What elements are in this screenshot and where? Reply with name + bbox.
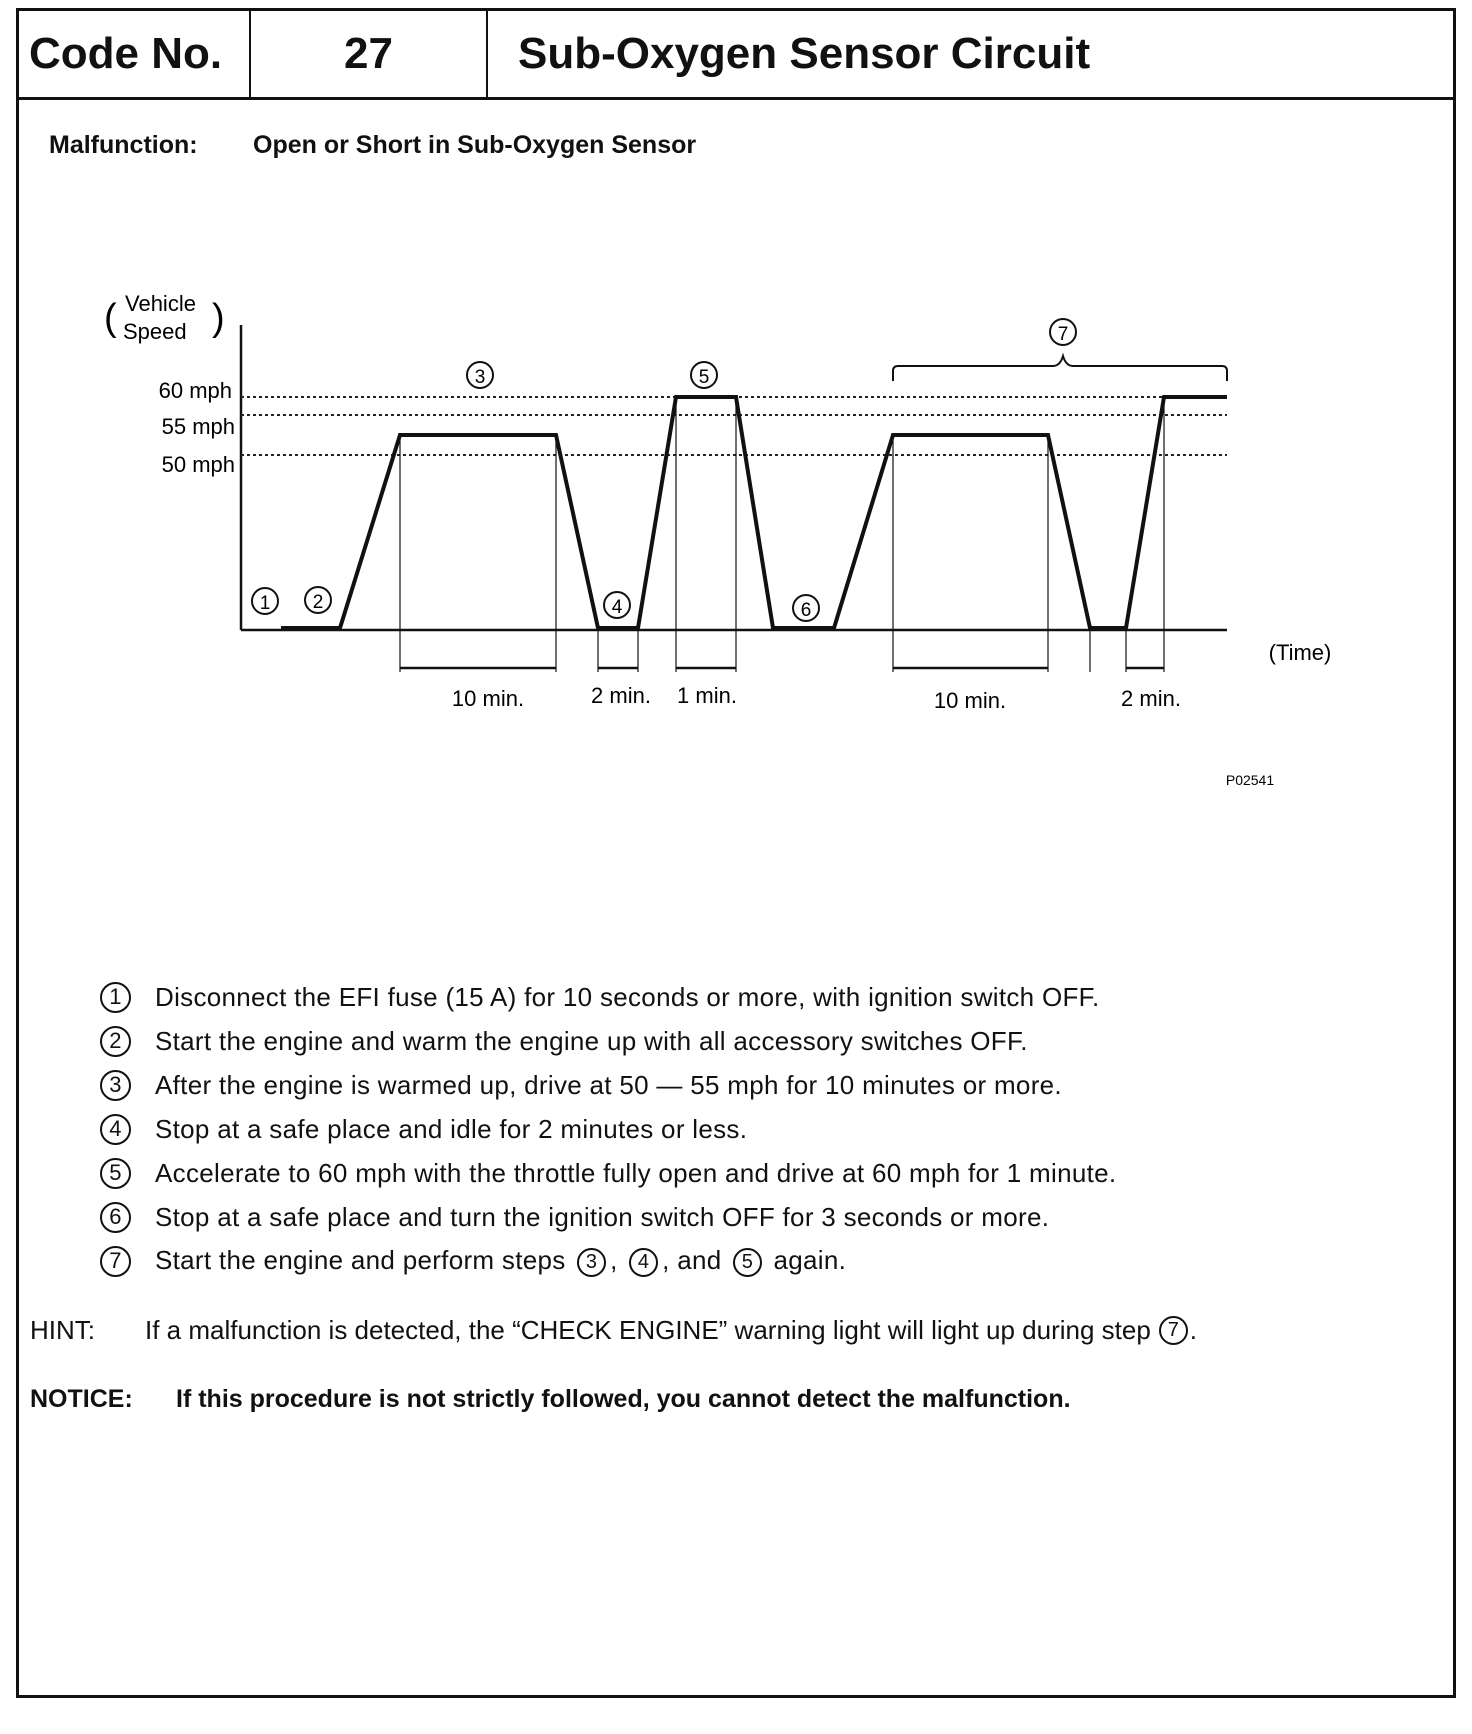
step-number: 7 [100, 1246, 131, 1277]
list-item [100, 1019, 1116, 1063]
step-marker-7-label: 7 [1057, 324, 1069, 345]
step7-suffix: again. [773, 1245, 847, 1276]
y-label-line2: Speed [123, 319, 187, 344]
code-label: Code No. [19, 11, 251, 97]
page-title: Sub-Oxygen Sensor Circuit [518, 29, 1091, 78]
duration-label-10min: 10 min. [451, 686, 525, 711]
figure-id: P02541 [1225, 772, 1275, 788]
y-label-paren-right: ) [212, 297, 225, 339]
step-text: Stop at a safe place and idle for 2 minutes or less. [155, 1113, 748, 1144]
step-marker-5-label: 5 [698, 367, 710, 388]
list-item [100, 1195, 1116, 1239]
speed-profile-line [281, 397, 1227, 628]
y-tick-55: 55 mph [161, 414, 235, 439]
procedure-steps [100, 975, 1116, 1283]
notice-label: NOTICE: [30, 1385, 133, 1413]
malfunction-text: Open or Short in Sub-Oxygen Sensor [253, 131, 697, 159]
list-item [100, 975, 1116, 1019]
step-ref: 5 [733, 1248, 762, 1277]
notice-line [30, 1385, 1071, 1414]
step-marker-1-label: 1 [259, 593, 271, 614]
duration-label-2min: 2 min. [591, 683, 651, 708]
hint-step-ref: 7 [1159, 1316, 1188, 1345]
y-tick-60: 60 mph [158, 378, 232, 403]
step-number: 2 [100, 1026, 131, 1057]
malfunction-label: Malfunction: [49, 131, 198, 159]
list-item [100, 1063, 1116, 1107]
list-item [100, 1151, 1116, 1195]
step-number: 6 [100, 1202, 131, 1233]
step7-sep: , [610, 1245, 618, 1276]
step-marker-2-label: 2 [312, 592, 324, 613]
duration-label-10min-b: 10 min. [933, 688, 1007, 713]
hint-text: If a malfunction is detected, the “CHECK ENGINE” warning light will light up during step [145, 1315, 1151, 1345]
hint-label: HINT: [30, 1315, 95, 1345]
step-text: Disconnect the EFI fuse (15 A) for 10 seconds or more, with ignition switch OFF. [155, 981, 1100, 1012]
step-marker-1 [252, 588, 278, 614]
hint-line [30, 1315, 1197, 1346]
y-label-paren-left: ( [104, 297, 117, 339]
hint-end: . [1189, 1315, 1198, 1345]
step-text: Accelerate to 60 mph with the throttle fully open and drive at 60 mph for 1 minute. [155, 1157, 1117, 1188]
step-text: Start the engine and warm the engine up with all accessory switches OFF. [155, 1025, 1028, 1056]
step-text: Stop at a safe place and turn the ignition switch OFF for 3 seconds or more. [155, 1201, 1050, 1232]
step7-sep: , and [662, 1245, 722, 1276]
step-number: 5 [100, 1158, 131, 1189]
code-number: 27 [251, 11, 488, 97]
notice-text: If this procedure is not strictly followed, you cannot detect the malfunction. [176, 1385, 1071, 1413]
y-tick-50: 50 mph [161, 452, 235, 477]
list-item [100, 1239, 1116, 1283]
step-marker-6-label: 6 [800, 600, 812, 621]
step-marker-4 [604, 592, 630, 618]
step7-prefix: Start the engine and perform steps [155, 1245, 566, 1276]
step-text [155, 1245, 846, 1277]
step-marker-4-label: 4 [611, 597, 623, 618]
list-item [100, 1107, 1116, 1151]
step-number: 1 [100, 982, 131, 1013]
duration-label-1min: 1 min. [677, 683, 737, 708]
step-ref: 3 [577, 1248, 606, 1277]
step-7-brace [893, 356, 1227, 381]
step-ref: 4 [629, 1248, 658, 1277]
step-marker-6 [793, 595, 819, 621]
step-marker-7 [1050, 319, 1076, 345]
step-marker-2 [305, 587, 331, 613]
step-number: 4 [100, 1114, 131, 1145]
step-text: After the engine is warmed up, drive at 50 — 55 mph for 10 minutes or more. [155, 1069, 1062, 1100]
step-marker-3-label: 3 [474, 367, 486, 388]
duration-label-2min-b: 2 min. [1121, 686, 1181, 711]
x-label: (Time) [1268, 640, 1332, 665]
step-number: 3 [100, 1070, 131, 1101]
step-marker-5 [691, 362, 717, 388]
speed-time-chart [0, 0, 1472, 800]
step-marker-3 [467, 362, 493, 388]
y-label-line1: Vehicle [125, 291, 196, 316]
